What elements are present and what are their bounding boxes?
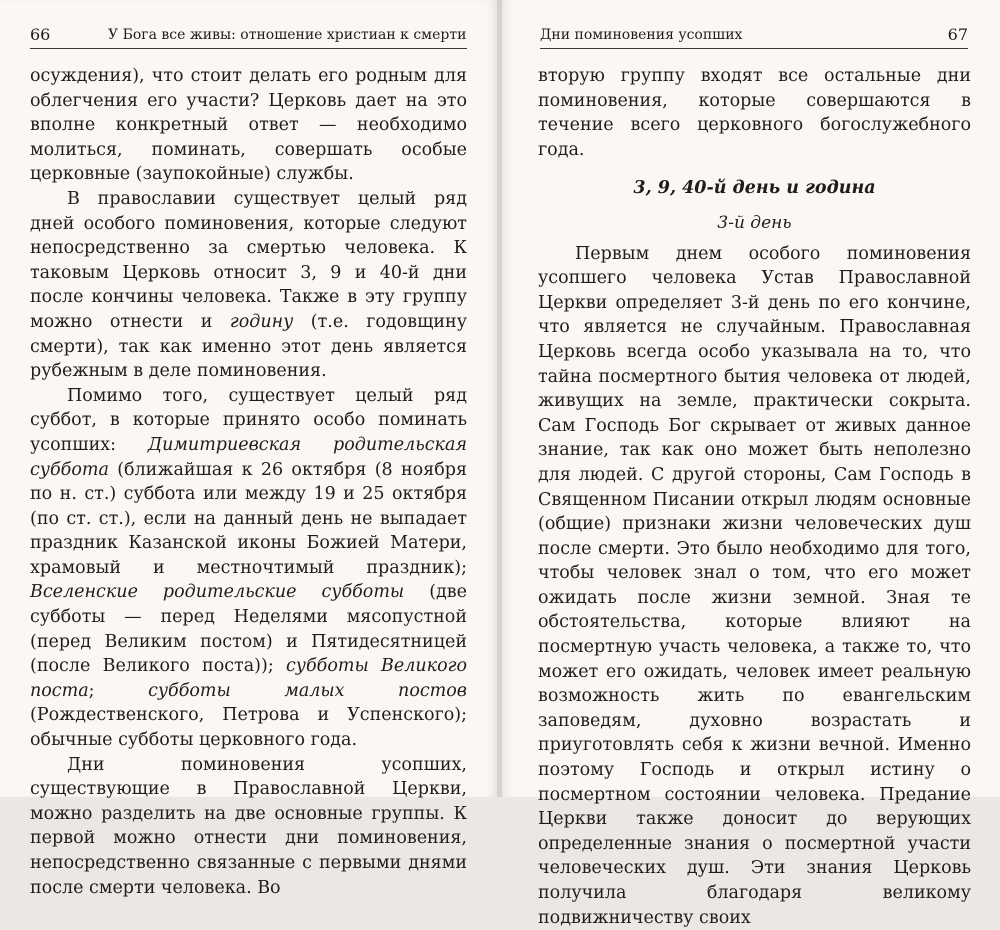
paragraph: вторую группу входят все остальные дни поминовения, которые совершаются в течение всего церковного богослужебного года. — [538, 66, 971, 160]
right-header — [540, 22, 968, 49]
right-text-block — [538, 64, 971, 930]
right-page-number: 67 — [947, 25, 968, 44]
right-page — [502, 0, 1000, 928]
italic-term: Димитриевская родительская суббота — [30, 434, 467, 480]
paragraph: Первым днем особого поминовения усопшего человека Устав Православной Церкви определяет 3-й день по его кончине, что является не случайным. Православная Церковь всегда особо указывала на то, что тайна посмертного бытия человека от людей, живущих на земле, практически сокрыта. Сам Господь Бог скрывает от живых данное знание, так как оно может быть неполезно для людей. С другой стороны, Сам Господь в Священном Писании открыл людям основные (общие) признаки жизни человеческих душ после смерти. Это было необходимо для того, чтобы человек знал о том, что его может ожидать после жизни земной. Зная те обстоятельства, которые влияют на посмертную участь человека, а также то, что может его ожидать, человек имеет реальную возможность жить по евангельским заповедям, духовно возрастать и приуготовлять себя к жизни вечной. Именно поэтому Господь и открыл истину о посмертном состоянии человека. Предание Церкви также доносит до верующих определенные знания о посмертной участи человеческих душ. Эти знания Церковь получила благодаря великому подвижничеству своих — [538, 243, 971, 928]
italic-term: субботы малых постов — [148, 680, 467, 701]
paragraph: Дни поминовения усопших, существующие в Православной Церкви, можно разделить на две основные группы. К первой можно отнести дни поминовения, непосредственно связанные с первыми днями после смерти человека. Во — [30, 754, 467, 898]
italic-term: субботы Великого поста — [30, 656, 467, 701]
paragraph: осуждения), что стоит делать его родным для облегчения его участи? Церковь дает на это вполне конкретный ответ — необходимо молиться, поминать, совершать особые церковные (заупокойные) службы. — [30, 66, 467, 185]
italic-term: Вселенские родительские субботы — [30, 582, 405, 603]
paragraph: В православии существует целый ряд дней особого поминовения, которые следуют непосредственно за смертью человека. К таковым Церковь относит 3, 9 и 40-й дни после кончины человека. Также в эту группу можно отнести и годину (т.е. годовщину смерти), так как именно этот день является рубежным в деле поминовения. — [30, 188, 467, 382]
left-page-number: 66 — [30, 25, 51, 44]
left-text-block — [30, 64, 467, 900]
section-heading: 3, 9, 40-й день и година — [633, 178, 876, 199]
italic-term: годину — [229, 311, 294, 332]
left-running-head: У Бога все живы: отношение христиан к смерти — [108, 27, 467, 43]
left-header — [30, 22, 467, 49]
paragraph: Помимо того, существует целый ряд суббот, в которые принято особо поминать усопших: Димитриевская родительская суббота (ближайшая к 26 октября (8 ноября по н. ст.) суббота или между 19 и 25 октября (по ст. ст.), если на данный день не выпадает праздник Казанской иконы Божией Матери, храмовый и местночтимый праздник); Вселенские родительские субботы (две субботы — перед Неделями мясопустной (перед Великим постом) и Пятидесятницей (после Великого поста)); субботы Великого поста; субботы малых постов (Рождественского, Петрова и Успенского); обычные субботы церковного года. — [30, 385, 467, 751]
subsection-heading: 3-й день — [717, 212, 792, 233]
right-running-head: Дни поминовения усопших — [540, 27, 743, 43]
left-page — [0, 0, 497, 898]
